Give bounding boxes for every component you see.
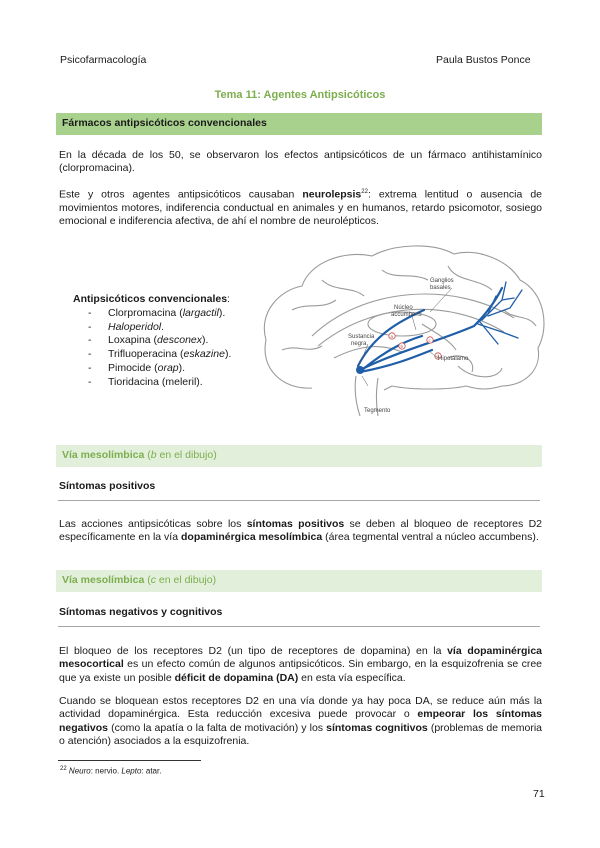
item-tail: ). — [178, 361, 186, 374]
ventral-tegmental-nucleus — [356, 366, 364, 374]
list-item — [108, 334, 231, 348]
p5-c: (como la apatía o la falta de motivación) y los — [108, 721, 327, 734]
section-band-mesolimbic-b — [56, 445, 542, 467]
footnote-def-lepto: : atar. — [141, 766, 162, 776]
item-text: Trifluoperacina ( — [108, 348, 184, 361]
footnote — [60, 766, 161, 776]
subheading-negative-symptoms: Síntomas negativos y cognitivos — [59, 606, 223, 618]
item-text: Loxapina ( — [108, 334, 158, 347]
p3-d: dopaminérgica mesolímbica — [181, 531, 323, 544]
marker-b-label: b — [400, 344, 404, 349]
band-c-title: Vía mesolímbica — [62, 574, 145, 586]
list-item — [108, 321, 231, 335]
marker-d-label: d — [436, 354, 440, 359]
band-b-tail: en el dibujo) — [156, 449, 217, 461]
paragraph-history: En la década de los 50, se observaron los efectos antipsicóticos de un fármaco antihistamínico (clorpromacina). — [59, 149, 542, 175]
brain-outline — [264, 246, 544, 416]
marker-a-label: a — [390, 334, 394, 339]
item-brand: orap — [157, 361, 179, 374]
cortical-projections — [474, 282, 522, 344]
drug-list — [73, 293, 231, 390]
label-basales: basales — [430, 285, 451, 291]
pathway-tuberoinfundibular — [360, 350, 432, 372]
item-tail: ). — [218, 306, 226, 319]
footnote-number: 22 — [60, 766, 67, 772]
marker-c-label: c — [428, 338, 431, 343]
p5-b: empeorar los síntomas negativos — [59, 708, 542, 734]
p5-e: (problemas de memoria o atención) asociados a la esquizofrenia. — [59, 721, 542, 747]
band-b-title: Vía mesolímbica — [62, 449, 145, 461]
p3-c: se deben al bloqueo de receptores D2 específicamente en la vía — [59, 518, 542, 544]
paragraph-d2-blocking — [59, 695, 542, 748]
pathway-mesocortical — [364, 288, 502, 368]
section-band-conventional — [56, 113, 542, 135]
divider — [58, 500, 540, 501]
drug-list-colon: : — [227, 293, 230, 305]
item-tail: ). — [202, 334, 209, 347]
divider — [58, 626, 540, 627]
item-brand: desconex — [157, 334, 202, 347]
item-tail: ). — [224, 348, 232, 361]
item-tail: . — [161, 320, 165, 333]
item-text: Clorpromacina ( — [108, 306, 183, 319]
p4-b: vía dopaminérgica mesocortical — [59, 645, 542, 671]
p5-d: síntomas cognitivos — [326, 721, 428, 734]
label-nucleo: Núcleo — [394, 305, 413, 311]
footnote-term-lepto: Lepto — [121, 766, 142, 776]
item-brand: largactil — [182, 306, 219, 319]
p3-e: (área tegmental ventral a núcleo accumbens). — [322, 531, 539, 544]
paragraph-neurolepsis — [59, 186, 542, 228]
item-brand: eskazine — [183, 348, 225, 361]
brain-dopamine-pathways-diagram — [252, 240, 550, 416]
section-band-label: Fármacos antipsicóticos convencionales — [62, 117, 267, 129]
item-text: Tioridacina (meleril). — [108, 375, 203, 388]
p4-c: es un efecto común de algunos antipsicóticos. Sin embargo, en la esquizofrenia se cree que ya existe un posible — [59, 658, 542, 684]
p4-e: en esta vía específica. — [298, 671, 406, 684]
page-number: 71 — [533, 788, 545, 800]
label-sustancia: Sustancia — [348, 334, 375, 340]
item-text: Pimocide ( — [108, 361, 158, 374]
paragraph-mesocortical — [59, 645, 542, 685]
label-ganglios: Ganglios — [430, 278, 454, 284]
item-brand: Haloperidol — [108, 320, 162, 333]
p2-text-c: : extrema lentitud o ausencia de movimientos motores, indiferencia conductual en animales y en humanos, retardo psicomotor, sosiego emocional e indiferencia afectiva, de ahí el nombre de neurolépticos. — [59, 188, 542, 228]
band-b-open: ( — [144, 449, 151, 461]
list-item — [108, 362, 231, 376]
drug-list-title — [73, 293, 231, 307]
page-title: Tema 11: Agentes Antipsicóticos — [214, 89, 386, 101]
p3-a: Las acciones antipsicóticas sobre los — [59, 518, 247, 530]
section-band-mesolimbic-c — [56, 570, 542, 592]
p5-a: Cuando se bloquean estos receptores D2 en una vía donde ya hay poca DA, se reduce aún más la actividad dopaminérgica. Esta reducción excesiva puede provocar o — [59, 695, 542, 721]
band-b-letter: b — [150, 449, 157, 461]
drug-list-heading: Antipsicóticos convencionales — [73, 293, 228, 305]
p2-text-a: Este y otros agentes antipsicóticos causaban — [59, 188, 303, 201]
p3-b: síntomas positivos — [246, 518, 345, 530]
p4-d: déficit de dopamina (DA) — [174, 671, 299, 684]
label-accumbens: accumbens — [391, 312, 422, 318]
paragraph-positive-symptoms — [59, 518, 542, 545]
p4-a: El bloqueo de los receptores D2 (un tipo de receptores de dopamina) en la — [59, 645, 448, 657]
footnote-term-neuro: Neuro — [68, 766, 91, 776]
label-tegmento: Tegmento — [364, 408, 391, 414]
list-item — [108, 376, 231, 390]
band-c-tail: en el dibujo) — [155, 574, 217, 586]
p2-term-neurolepsis: neurolepsis — [302, 188, 362, 201]
band-c-letter: c — [150, 574, 156, 586]
footnote-separator — [58, 760, 201, 761]
header-author: Paula Bustos Ponce — [436, 54, 531, 66]
list-item — [108, 348, 231, 362]
dopamine-pathways — [358, 288, 502, 372]
footnote-def-neuro: : nervio. — [90, 766, 122, 776]
header-subject: Psicofarmacología — [60, 54, 147, 66]
footnote-ref[interactable]: 22 — [361, 189, 368, 195]
band-c-open: ( — [144, 574, 151, 586]
label-negra: negra — [351, 341, 367, 347]
subheading-positive-symptoms: Síntomas positivos — [59, 480, 156, 492]
list-item — [108, 307, 231, 321]
label-hipotalamo: Hipotálamo — [438, 356, 469, 362]
